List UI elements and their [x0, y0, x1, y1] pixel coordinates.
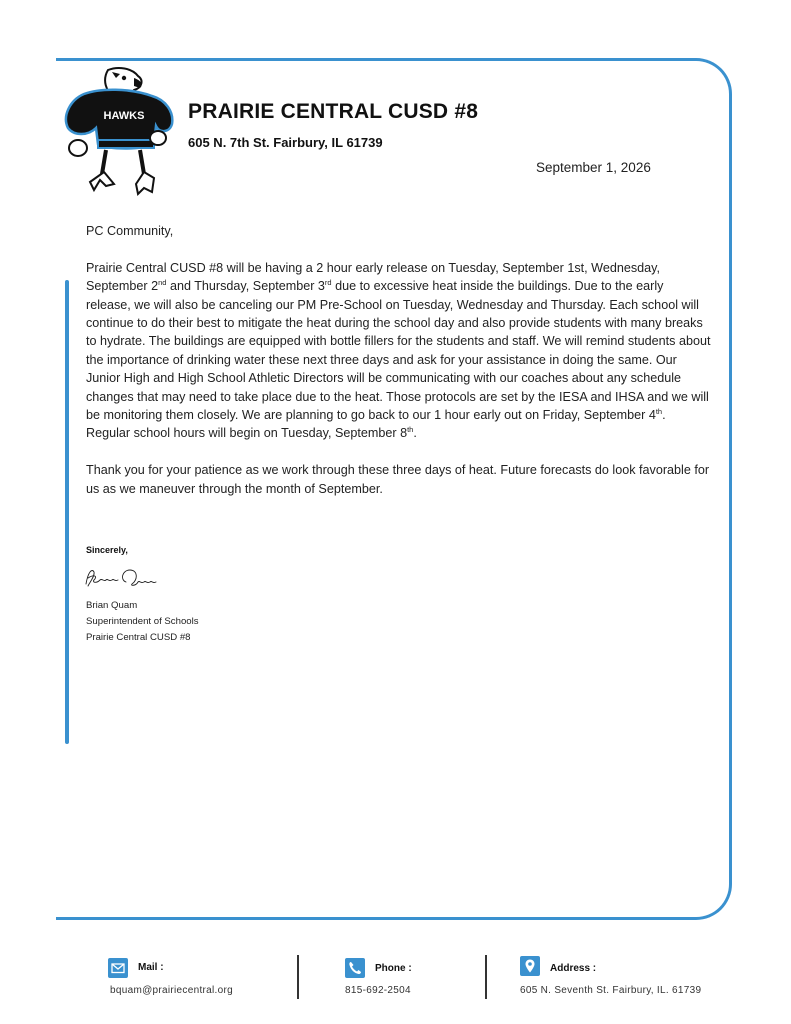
address-label: Address : [550, 963, 597, 974]
footer-divider [297, 955, 299, 999]
organization-address: 605 N. 7th St. Fairbury, IL 61739 [188, 135, 383, 150]
ordinal-suffix: th [407, 425, 414, 435]
left-accent-bar [65, 280, 69, 744]
mascot-text: HAWKS [103, 110, 145, 122]
mail-value-link[interactable]: bquam@prairiecentral.org [110, 985, 233, 996]
hawks-mascot-logo [60, 66, 178, 202]
ordinal-suffix: nd [158, 278, 167, 288]
footer-divider [485, 955, 487, 999]
location-pin-icon [520, 956, 540, 976]
signer-name: Brian Quam [86, 600, 138, 611]
letter-paragraph-1 [86, 259, 711, 443]
letter-paragraph-2: Thank you for your patience as we work through these three days of heat. Future forecasts do look favorable for us as we maneuver through the month of September. [86, 463, 710, 496]
signer-title: Superintendent of Schools [86, 616, 199, 627]
letter-date: September 1, 2026 [536, 160, 651, 175]
mail-icon [108, 958, 128, 978]
signer-organization: Prairie Central CUSD #8 [86, 632, 191, 643]
handwritten-signature [82, 564, 162, 592]
paragraph-1-text-d: . Regular school hours will begin on Tuesday, September 8 [86, 408, 666, 441]
phone-value-link[interactable]: 815-692-2504 [345, 985, 411, 996]
organization-name: PRAIRIE CENTRAL CUSD #8 [188, 100, 479, 123]
paragraph-1-text-c: due to excessive heat inside the buildings. Due to the early release, we will also be canceling our PM Pre-School on Tuesday, Wednesday and Thursday. Each school will continue to do their best to mitigate the heat during the school day and also provide students with many breaks to hydrate. The buildings are equipped with bottle fillers for the students and staff. We will remind students about the importance of drinking water these next three days and ask for your assistance in doing the same. Our Junior High and High School Athletic Directors will be communicating with our coaches about any schedule changes that may need to take place due to the heat. Those protocols are set by the IESA and IHSA and we will be monitoring them closely. We are planning to go back to our 1 hour early out on Friday, September 4 [86, 279, 711, 423]
paragraph-1-text-e: . [413, 426, 417, 441]
letter-greeting: PC Community, [86, 224, 174, 238]
ordinal-suffix: th [655, 406, 663, 416]
letter-closing: Sincerely, [86, 545, 128, 555]
letter-body [86, 222, 711, 516]
address-value: 605 N. Seventh St. Fairbury, IL. 61739 [520, 985, 702, 996]
phone-label: Phone : [375, 963, 412, 974]
paragraph-1-text-a: Prairie Central CUSD #8 will be having a 2 hour early release on Tuesday, September 1st, Wednesday, September 2 [86, 260, 661, 294]
paragraph-1-text-b: and Thursday, September 3 [166, 279, 325, 294]
signature-block [86, 598, 199, 646]
mail-label: Mail : [138, 962, 164, 973]
phone-icon [345, 958, 365, 978]
ordinal-suffix: rd [324, 278, 332, 288]
